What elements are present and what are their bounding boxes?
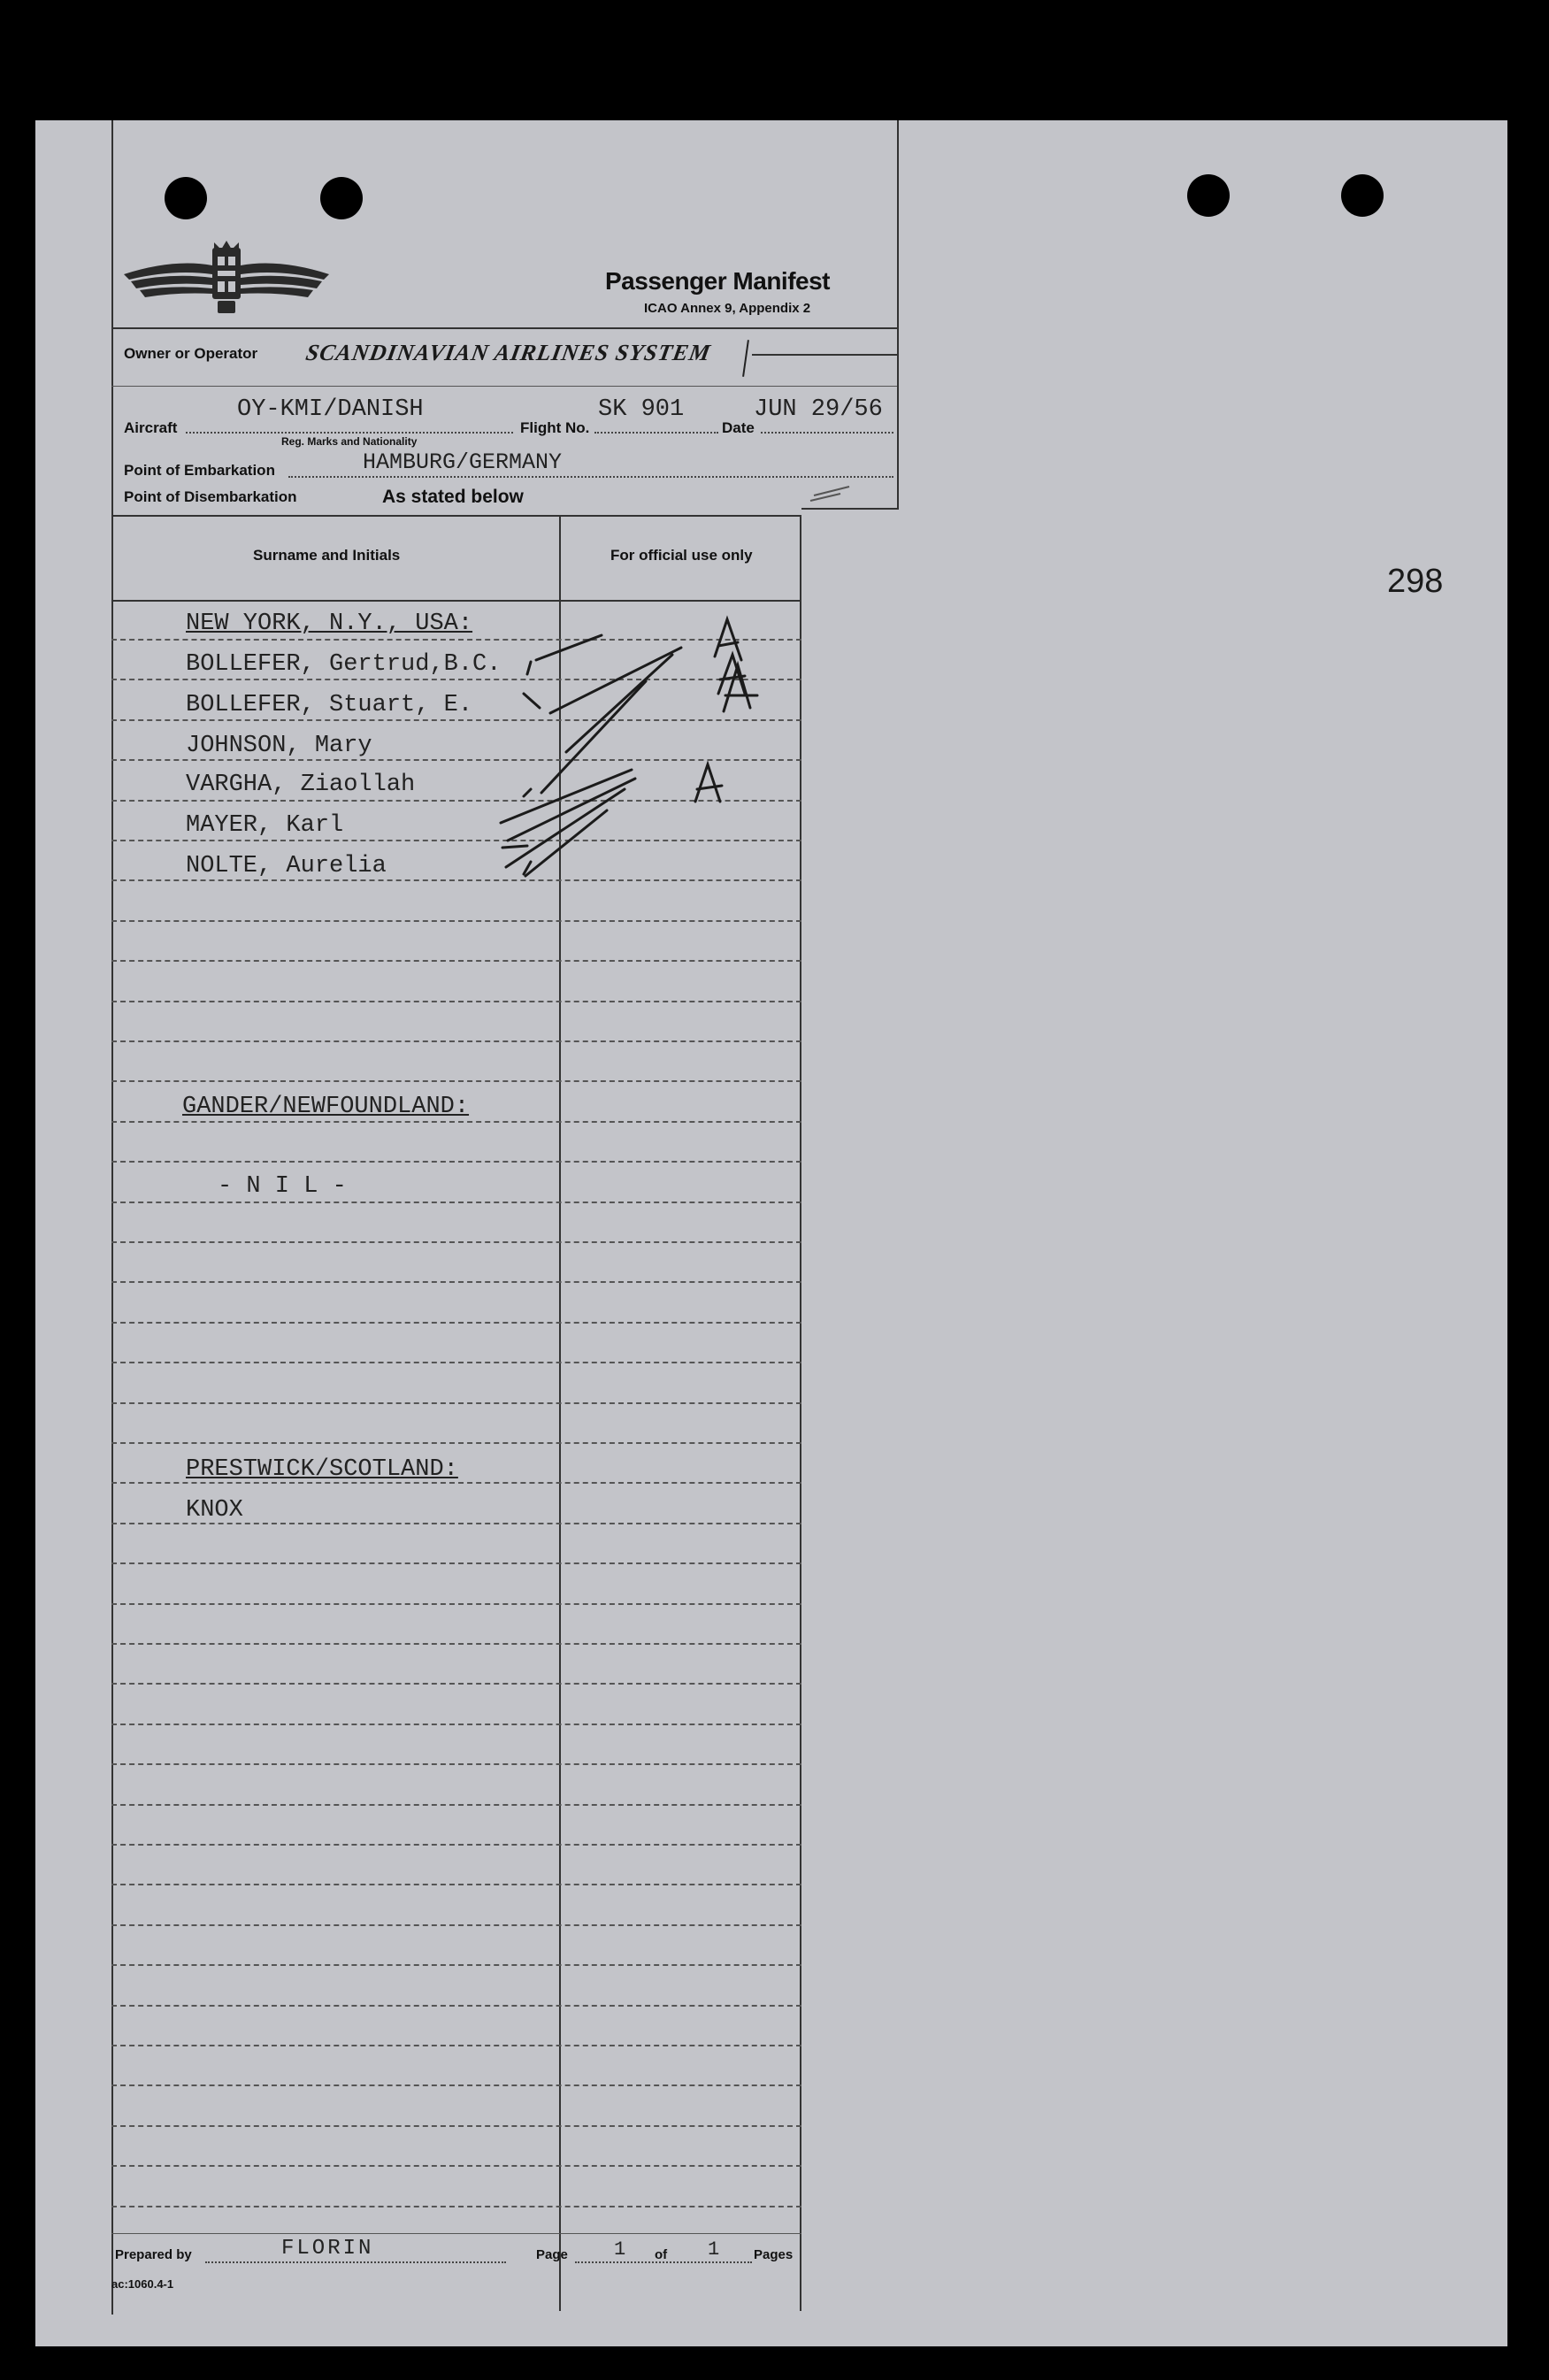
disembarkation-label: Point of Disembarkation (124, 488, 297, 505)
prepared-dotline (205, 2261, 506, 2263)
of-label: of (655, 2247, 668, 2262)
manifest-title: Passenger Manifest (605, 267, 830, 295)
passenger-name: NOLTE, Aurelia (186, 853, 387, 879)
section-heading-prestwick: PRESTWICK/SCOTLAND: (186, 1456, 458, 1483)
gander-entry: - N I L - (218, 1173, 347, 1200)
prepared-by-label: Prepared by (115, 2247, 192, 2262)
passenger-name: JOHNSON, Mary (186, 733, 372, 759)
flight-value: SK 901 (598, 396, 685, 423)
section-heading-gander: GANDER/NEWFOUNDLAND: (182, 1094, 470, 1120)
form-code: ac:1060.4-1 (111, 2277, 174, 2291)
owner-value: SCANDINAVIAN AIRLINES SYSTEM (303, 340, 713, 365)
passenger-name: BOLLEFER, Gertrud,B.C. (186, 651, 502, 678)
prepared-by-value: FLORIN (281, 2237, 374, 2261)
page-value: 1 (614, 2238, 626, 2261)
archive-page-number: 298 (1387, 563, 1444, 600)
passenger-name: MAYER, Karl (186, 812, 344, 839)
prestwick-entry: KNOX (186, 1497, 243, 1524)
date-label: Date (722, 419, 755, 436)
icao-reference: ICAO Annex 9, Appendix 2 (644, 301, 811, 316)
flight-label: Flight No. (520, 419, 590, 436)
pages-label: Pages (754, 2247, 794, 2262)
aircraft-value: OY-KMI/DANISH (237, 396, 424, 423)
date-value: JUN 29/56 (754, 396, 883, 423)
embarkation-label: Point of Embarkation (124, 462, 275, 479)
disembarkation-value: As stated below (382, 487, 524, 507)
owner-label: Owner or Operator (124, 345, 258, 362)
page-label: Page (536, 2247, 568, 2262)
passenger-name: BOLLEFER, Stuart, E. (186, 692, 473, 718)
aircraft-label: Aircraft (124, 419, 178, 436)
embarkation-value: HAMBURG/GERMANY (363, 449, 563, 475)
section-heading-new-york: NEW YORK, N.Y., USA: (186, 610, 473, 637)
aircraft-sublabel: Reg. Marks and Nationality (281, 435, 418, 448)
surname-column-header: Surname and Initials (253, 547, 401, 564)
footer-top (111, 2233, 801, 2234)
of-value: 1 (708, 2238, 720, 2261)
official-column-header: For official use only (610, 547, 753, 564)
passenger-name: VARGHA, Ziaollah (186, 772, 416, 798)
pages-dotline (575, 2261, 752, 2263)
